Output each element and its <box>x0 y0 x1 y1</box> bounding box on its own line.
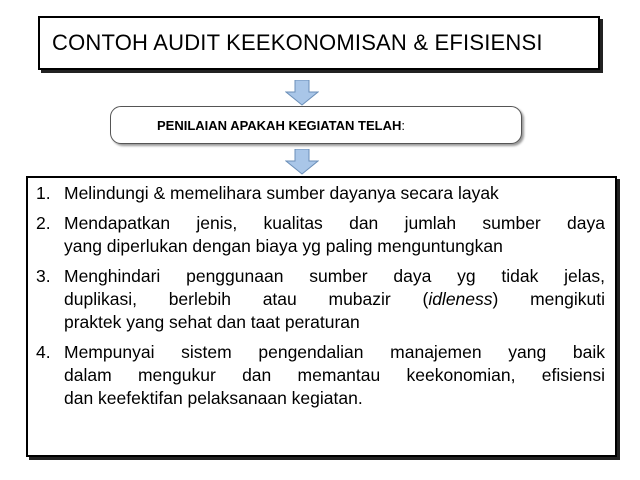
item-text: ) mengikuti <box>492 289 605 309</box>
item-number: 3. <box>36 266 51 286</box>
list-item <box>36 341 605 410</box>
criteria-list <box>26 176 617 457</box>
item-number: 4. <box>36 342 51 362</box>
item-line: Mempunyai sistem pengendalian manajemen yang baik <box>64 342 605 362</box>
subtitle-box <box>110 106 522 144</box>
item-line-with-italic <box>64 288 605 311</box>
item-number: 2. <box>36 213 51 233</box>
down-arrow-icon <box>285 149 319 175</box>
list-item <box>36 265 605 334</box>
title-box <box>38 16 600 70</box>
subtitle-colon: : <box>401 117 405 133</box>
list-item <box>36 212 605 258</box>
item-number: 1. <box>36 183 51 203</box>
item-text: duplikasi, berlebih atau mubazir ( <box>64 289 429 309</box>
italic-term: idleness <box>428 289 493 309</box>
item-line: Mendapatkan jenis, kualitas dan jumlah sumber daya <box>64 213 605 233</box>
list-item <box>36 182 605 205</box>
item-line: Melindungi & memelihara sumber dayanya secara layak <box>64 183 499 203</box>
item-line: dalam mengukur dan memantau keekonomian, efisiensi <box>64 365 605 385</box>
item-line: yang diperlukan dengan biaya yg paling menguntungkan <box>64 236 503 256</box>
page-title: CONTOH AUDIT KEEKONOMISAN & EFISIENSI <box>52 30 543 55</box>
item-line: Menghindari penggunaan sumber daya yg tidak jelas, <box>64 266 605 286</box>
subtitle-text: PENILAIAN APAKAH KEGIATAN TELAH <box>157 117 402 133</box>
down-arrow-icon <box>285 80 319 106</box>
item-line: praktek yang sehat dan taat peraturan <box>64 312 360 332</box>
item-line: dan keefektifan pelaksanaan kegiatan. <box>64 388 363 408</box>
